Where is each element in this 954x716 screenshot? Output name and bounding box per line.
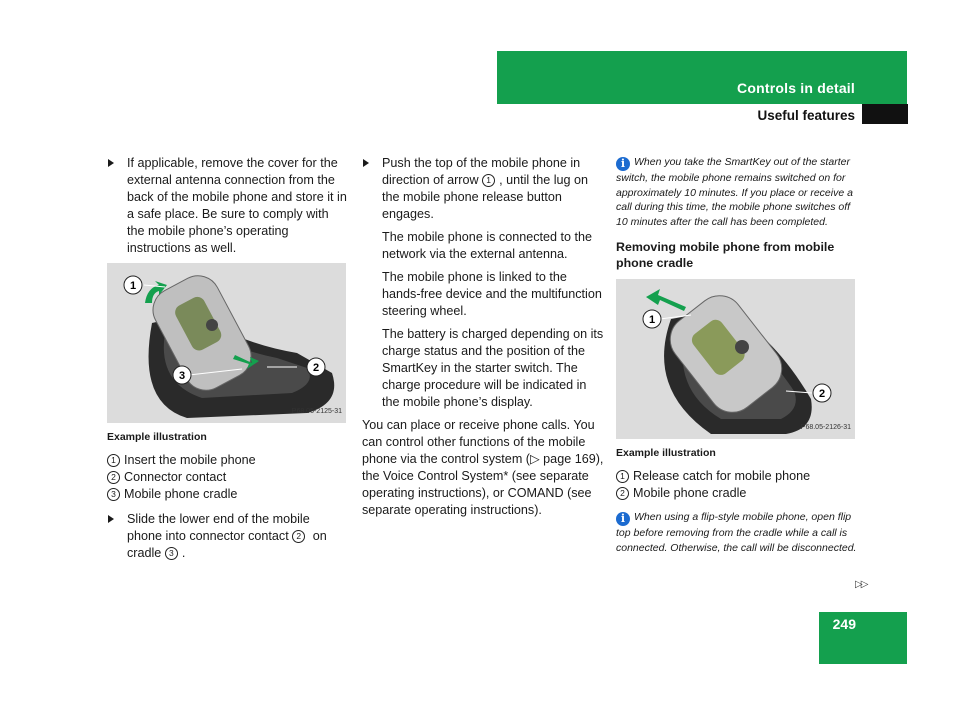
subtitle-marker bbox=[862, 104, 908, 124]
legend-item: 1 Release catch for mobile phone bbox=[616, 468, 857, 485]
callout-1: 1 bbox=[648, 314, 656, 327]
instruction-step: Slide the lower end of the mobile phone into connector contact 2 on cradle 3 . bbox=[107, 511, 347, 562]
callout-3: 3 bbox=[178, 370, 186, 382]
bullet-triangle-icon bbox=[108, 515, 114, 523]
paragraph: The mobile phone is connected to the network via the external antenna. bbox=[382, 230, 593, 261]
number-icon: 1 bbox=[482, 174, 495, 187]
number-icon: 2 bbox=[292, 530, 305, 543]
bullet-triangle-icon bbox=[363, 159, 369, 167]
legend-item: 3 Mobile phone cradle bbox=[107, 486, 347, 503]
instruction-step: Push the top of the mobile phone in direction of arrow 1 , until the lug on the mobile phone release button engages. bbox=[362, 155, 604, 223]
illustration-insert-phone bbox=[107, 263, 346, 423]
number-icon: 2 bbox=[107, 471, 120, 484]
callout-1: 1 bbox=[129, 280, 137, 292]
bullet-triangle-icon bbox=[108, 159, 114, 167]
header-bar bbox=[497, 51, 907, 104]
paragraph: The battery is charged depending on its charge status and the position of the SmartKey in the starter switch. The charge procedure will be indicated in the mobile phone’s display. bbox=[382, 327, 604, 409]
legend-item: 2 Connector contact bbox=[107, 469, 347, 486]
section-title: Controls in detail bbox=[737, 80, 855, 96]
column-right bbox=[616, 155, 857, 564]
subsection-heading: Removing mobile phone from mobile phone cradle bbox=[616, 240, 835, 271]
number-icon: 1 bbox=[107, 454, 120, 467]
figure-code: P68.05-2125-31 bbox=[291, 408, 342, 415]
legend-item: 2 Mobile phone cradle bbox=[616, 485, 857, 502]
number-icon: 3 bbox=[165, 547, 178, 560]
info-icon: i bbox=[616, 157, 630, 171]
paragraph: You can place or receive phone calls. You can control other functions of the mobile phone via the control system (▷ page 169), the Voice Control System* (see separate operating instructions), or COMAND (see separate operating instructions). bbox=[362, 418, 604, 517]
page-number: 249 bbox=[832, 616, 856, 632]
info-icon: i bbox=[616, 512, 630, 526]
number-icon: 3 bbox=[107, 488, 120, 501]
figure-caption: Example illustration bbox=[107, 431, 207, 443]
info-note: i When you take the SmartKey out of the starter switch, the mobile phone remains switched on for approximately 10 minutes. If you place or receive a call during this time, the mobile phone switches off 10 minutes after the call has been completed. bbox=[616, 156, 853, 228]
number-icon: 1 bbox=[616, 470, 629, 483]
instruction-step: If applicable, remove the cover for the external antenna connection from the back of the mobile phone and store it in a safe place. Be sure to comply with the mobile phone’s operating instructions as well. bbox=[107, 155, 347, 257]
legend-item: 1 Insert the mobile phone bbox=[107, 452, 347, 469]
number-icon: 2 bbox=[616, 487, 629, 500]
illustration-remove-phone bbox=[616, 279, 855, 439]
callout-2: 2 bbox=[818, 388, 826, 401]
column-left bbox=[107, 155, 347, 568]
arrow-icon bbox=[646, 289, 686, 311]
column-middle bbox=[362, 155, 604, 525]
paragraph: The mobile phone is linked to the hands-free device and the multifunction steering wheel. bbox=[382, 270, 602, 318]
callout-2: 2 bbox=[312, 362, 320, 374]
figure-code: P68.05-2126-31 bbox=[800, 424, 851, 432]
figure-caption: Example illustration bbox=[616, 447, 716, 460]
continued-arrow-icon: ▷▷ bbox=[855, 579, 867, 590]
section-subtitle: Useful features bbox=[757, 108, 855, 123]
info-note: i When using a flip-style mobile phone, open flip top before removing from the cradle while a call is connected. Otherwise, the call will be disconnected. bbox=[616, 511, 857, 554]
